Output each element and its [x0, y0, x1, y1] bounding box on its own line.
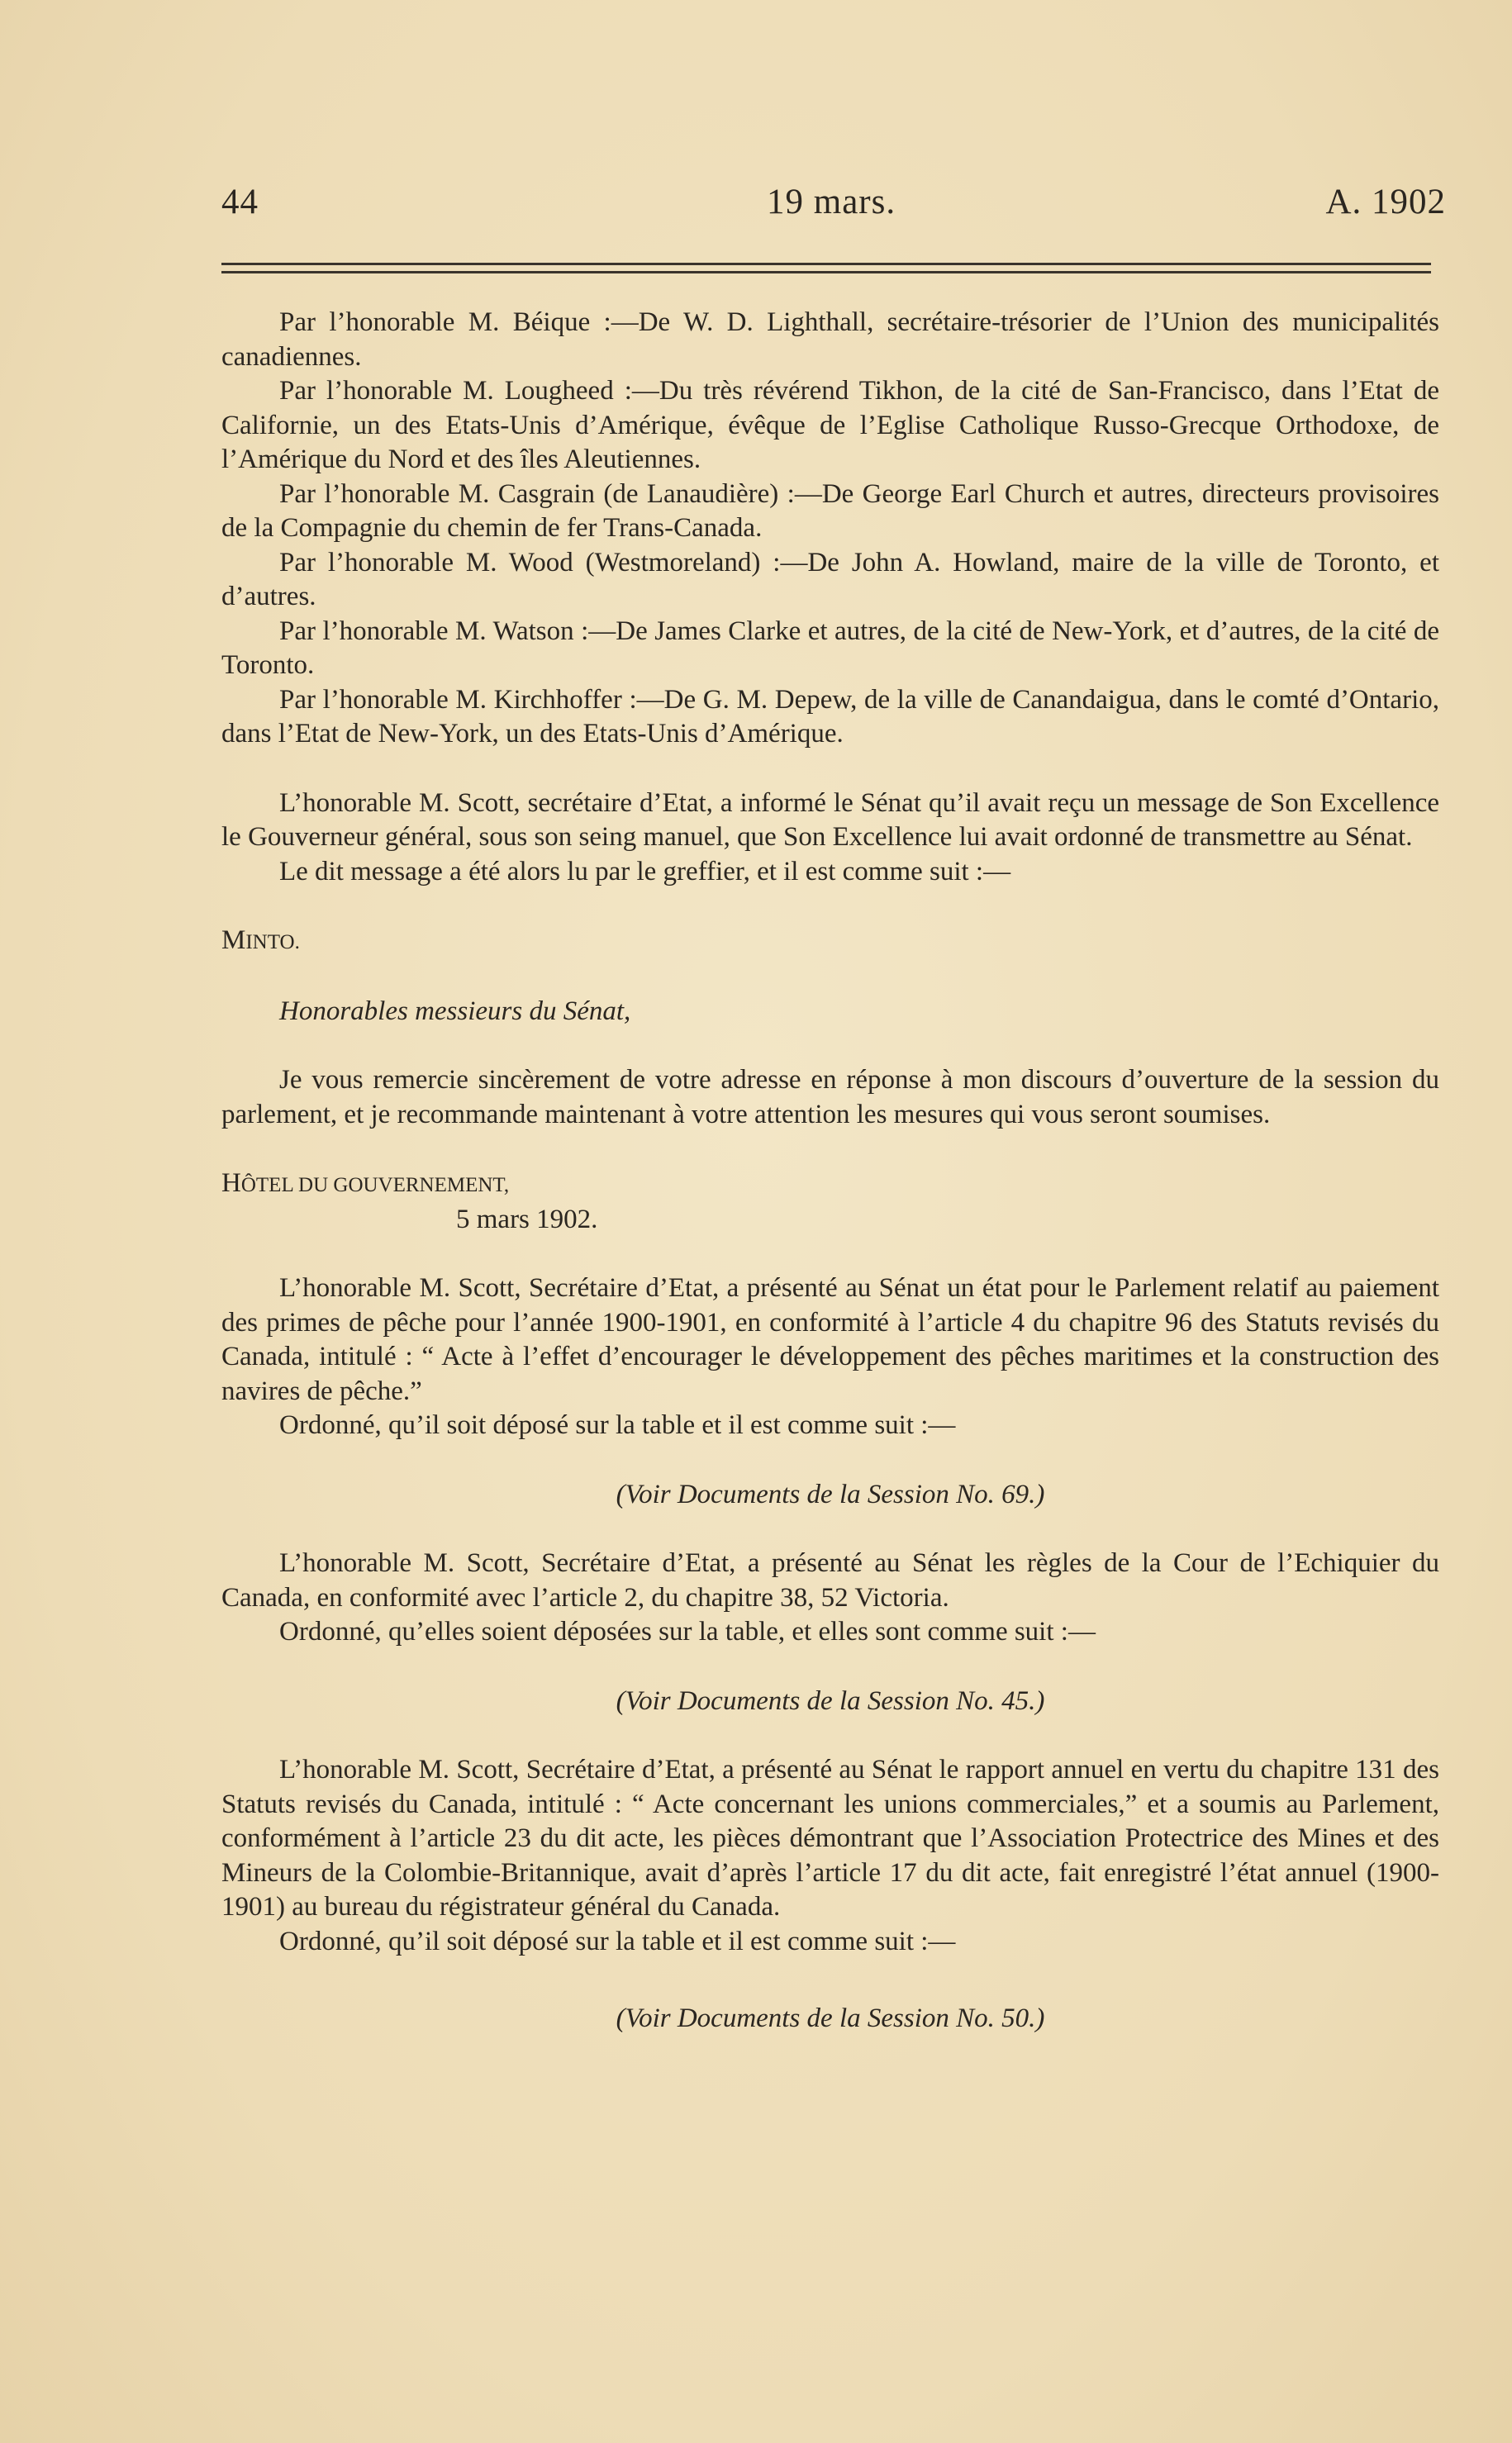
section-order: Ordonné, qu’il soit déposé sur la table et il est comme suit :—	[279, 1926, 956, 1956]
section-doc-ref: (Voir Documents de la Session No. 50.)	[616, 2003, 1045, 2033]
petition-paragraph: Par l’honorable M. Wood (Westmoreland) :—De John A. Howland, maire de la ville de Toronto, et d’autres.	[221, 547, 1439, 611]
petition-paragraph: Par l’honorable M. Lougheed :—Du très révérend Tikhon, de la cité de San-Francisco, dans l’Etat de Californie, un des Etats-Unis d’Amérique, évêque de l’Eglise Catholique Russo-Grecque Orthodoxe, de l’Amérique du Nord et des îles Aleutiennes.	[221, 376, 1439, 474]
section-text: L’honorable M. Scott, Secrétaire d’Etat, a présenté au Sénat les règles de la Cour de l’Echiquier du Canada, en conformité avec l’article 2, du chapitre 38, 52 Victoria.	[221, 1548, 1439, 1613]
petition-paragraph: Par l’honorable M. Watson :—De James Clarke et autres, de la cité de New-York, et d’autres, de la cité de Toronto.	[221, 616, 1439, 680]
message-intro: L’honorable M. Scott, secrétaire d’Etat, a informé le Sénat qu’il avait reçu un message de Son Excellence le Gouverneur général, sous son seing manuel, que Son Excellence lui avait ordonné de transmettre au Sénat.	[221, 787, 1439, 852]
message-body: Je vous remercie sincèrement de votre adresse en réponse à mon discours d’ouverture de la session du parlement, et je recommande maintenant à votre attention les mesures qui vous seront soumises.	[221, 1065, 1439, 1129]
petition-paragraph: Par l’honorable M. Kirchhoffer :—De G. M. Depew, de la ville de Canandaigua, dans le comté d’Ontario, dans l’Etat de New-York, un des Etats-Unis d’Amérique.	[221, 684, 1439, 749]
place-date: 5 mars 1902.	[456, 1204, 598, 1234]
page-body	[221, 306, 1439, 2037]
place-initial: H	[221, 1168, 241, 1198]
section-doc-ref: (Voir Documents de la Session No. 69.)	[616, 1479, 1045, 1509]
section-order: Ordonné, qu’elles soient déposées sur la table, et elles sont comme suit :—	[279, 1617, 1096, 1647]
header-rule-top	[221, 263, 1431, 265]
section-text: L’honorable M. Scott, Secrétaire d’Etat, a présenté au Sénat le rapport annuel en vertu du chapitre 131 des Statuts revisés du Canada, intitulé : “ Acte concernant les unions commerciales,” et a soumis au Parlement, conformément à l’article 23 du dit acte, les pièces démontrant que l’Association Protectrice des Mines et des Mineurs de la Colombie-Britannique, avait d’après l’article 17 du dit acte, fait enregistré l’état annuel (1900-1901) au bureau du régistrateur général du Canada.	[221, 1755, 1439, 1922]
place-rest: ÔTEL DU GOUVERNEMENT,	[240, 1174, 510, 1196]
page-year: A. 1902	[1325, 183, 1446, 221]
signature-rest: INTO.	[245, 931, 300, 953]
section-doc-ref: (Voir Documents de la Session No. 45.)	[616, 1685, 1045, 1716]
petition-paragraph: Par l’honorable M. Béique :—De W. D. Lighthall, secrétaire-trésorier de l’Union des municipalités canadiennes.	[221, 307, 1439, 372]
section-text: L’honorable M. Scott, Secrétaire d’Etat, a présenté au Sénat un état pour le Parlement relatif au paiement des primes de pêche pour l’année 1900-1901, en conformité à l’article 4 du chapitre 96 des Statuts revisés du Canada, intitulé : “ Acte à l’effet d’encourager le développement des pêches maritimes et la construction des navires de pêche.”	[221, 1273, 1439, 1406]
header-rule-bottom	[221, 271, 1431, 273]
petition-paragraph: Par l’honorable M. Casgrain (de Lanaudière) :—De George Earl Church et autres, directeurs provisoires de la Compagnie du chemin de fer Trans-Canada.	[221, 478, 1439, 543]
section-order: Ordonné, qu’il soit déposé sur la table et il est comme suit :—	[279, 1410, 956, 1440]
message-read-line: Le dit message a été alors lu par le greffier, et il est comme suit :—	[279, 856, 1011, 886]
salutation: Honorables messieurs du Sénat,	[279, 996, 631, 1026]
page-number: 44	[221, 183, 259, 221]
page-date: 19 mars.	[767, 183, 896, 221]
page-header	[221, 182, 1446, 231]
place-line	[221, 1167, 1439, 1203]
signature	[221, 924, 1439, 960]
signature-initial: M	[221, 925, 246, 955]
